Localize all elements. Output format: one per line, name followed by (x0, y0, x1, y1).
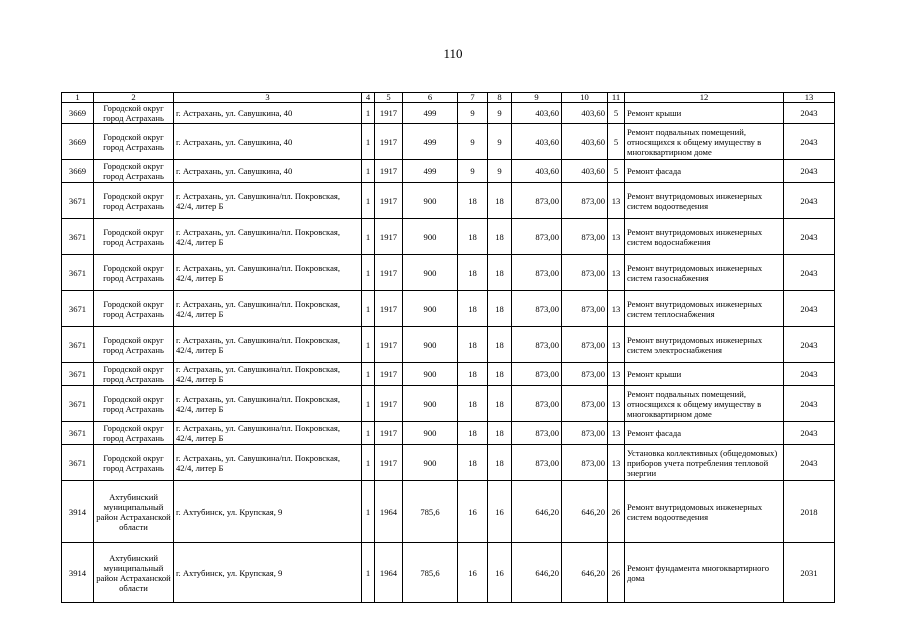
table-row (62, 327, 835, 363)
col10-cell: 873,00 (562, 445, 608, 481)
col10-cell: 403,60 (562, 124, 608, 160)
planned-year-cell: 2018 (784, 481, 835, 543)
address-cell: г. Астрахань, ул. Савушкина/пл. Покровская, 42/4, литер Б (174, 327, 362, 363)
repair-work-cell: Установка коллективных (общедомовых) приборов учета потребления тепловой энергии (625, 445, 784, 481)
col4-cell: 1 (362, 327, 375, 363)
col11-cell: 5 (608, 160, 625, 183)
col7-cell: 9 (458, 160, 488, 183)
col9-cell: 403,60 (512, 124, 562, 160)
col8-cell: 18 (488, 363, 512, 386)
column-number: 13 (784, 93, 835, 103)
col7-cell: 16 (458, 543, 488, 603)
address-cell: г. Астрахань, ул. Савушкина/пл. Покровская, 42/4, литер Б (174, 422, 362, 445)
repair-work-cell: Ремонт фасада (625, 422, 784, 445)
col8-cell: 9 (488, 103, 512, 124)
col8-cell: 16 (488, 481, 512, 543)
table-row (62, 160, 835, 183)
municipality-cell: Ахтубинский муниципальный район Астраханской области (94, 543, 174, 603)
col10-cell: 646,20 (562, 543, 608, 603)
table-row (62, 255, 835, 291)
col9-cell: 873,00 (512, 255, 562, 291)
total-area-cell: 785,6 (403, 543, 458, 603)
col9-cell: 646,20 (512, 543, 562, 603)
municipality-cell: Городской округ город Астрахань (94, 183, 174, 219)
table-row (62, 481, 835, 543)
year-built-cell: 1917 (375, 422, 403, 445)
planned-year-cell: 2043 (784, 291, 835, 327)
total-area-cell: 499 (403, 160, 458, 183)
address-cell: г. Астрахань, ул. Савушкина, 40 (174, 103, 362, 124)
house-id-cell: 3669 (62, 103, 94, 124)
house-id-cell: 3914 (62, 543, 94, 603)
col8-cell: 9 (488, 160, 512, 183)
col4-cell: 1 (362, 363, 375, 386)
total-area-cell: 900 (403, 255, 458, 291)
planned-year-cell: 2043 (784, 363, 835, 386)
col10-cell: 403,60 (562, 103, 608, 124)
col10-cell: 873,00 (562, 255, 608, 291)
planned-year-cell: 2043 (784, 422, 835, 445)
address-cell: г. Ахтубинск, ул. Крупская, 9 (174, 543, 362, 603)
col7-cell: 18 (458, 291, 488, 327)
total-area-cell: 900 (403, 183, 458, 219)
col7-cell: 18 (458, 327, 488, 363)
year-built-cell: 1917 (375, 124, 403, 160)
total-area-cell: 900 (403, 363, 458, 386)
municipality-cell: Городской округ город Астрахань (94, 103, 174, 124)
planned-year-cell: 2043 (784, 445, 835, 481)
year-built-cell: 1964 (375, 543, 403, 603)
col11-cell: 13 (608, 183, 625, 219)
house-id-cell: 3671 (62, 386, 94, 422)
col11-cell: 13 (608, 386, 625, 422)
planned-year-cell: 2043 (784, 327, 835, 363)
table-row (62, 422, 835, 445)
year-built-cell: 1917 (375, 103, 403, 124)
column-number: 4 (362, 93, 375, 103)
municipality-cell: Городской округ город Астрахань (94, 255, 174, 291)
table-row (62, 219, 835, 255)
planned-year-cell: 2031 (784, 543, 835, 603)
house-id-cell: 3671 (62, 445, 94, 481)
repair-work-cell: Ремонт фасада (625, 160, 784, 183)
col9-cell: 873,00 (512, 327, 562, 363)
total-area-cell: 785,6 (403, 481, 458, 543)
col11-cell: 5 (608, 103, 625, 124)
repair-work-cell: Ремонт внутридомовых инженерных систем электроснабжения (625, 327, 784, 363)
col7-cell: 9 (458, 103, 488, 124)
column-number: 11 (608, 93, 625, 103)
address-cell: г. Астрахань, ул. Савушкина, 40 (174, 124, 362, 160)
total-area-cell: 900 (403, 386, 458, 422)
municipality-cell: Городской округ город Астрахань (94, 386, 174, 422)
total-area-cell: 900 (403, 291, 458, 327)
col11-cell: 13 (608, 291, 625, 327)
house-id-cell: 3914 (62, 481, 94, 543)
house-id-cell: 3671 (62, 219, 94, 255)
col4-cell: 1 (362, 481, 375, 543)
column-number: 7 (458, 93, 488, 103)
address-cell: г. Астрахань, ул. Савушкина/пл. Покровская, 42/4, литер Б (174, 255, 362, 291)
col7-cell: 9 (458, 124, 488, 160)
year-built-cell: 1964 (375, 481, 403, 543)
house-id-cell: 3671 (62, 291, 94, 327)
repair-work-cell: Ремонт внутридомовых инженерных систем водоотведения (625, 183, 784, 219)
total-area-cell: 499 (403, 103, 458, 124)
col11-cell: 13 (608, 445, 625, 481)
col11-cell: 26 (608, 481, 625, 543)
col7-cell: 18 (458, 183, 488, 219)
column-number: 3 (174, 93, 362, 103)
municipality-cell: Городской округ город Астрахань (94, 445, 174, 481)
repair-work-cell: Ремонт внутридомовых инженерных систем теплоснабжения (625, 291, 784, 327)
year-built-cell: 1917 (375, 219, 403, 255)
column-number: 8 (488, 93, 512, 103)
col8-cell: 18 (488, 291, 512, 327)
col10-cell: 873,00 (562, 183, 608, 219)
col4-cell: 1 (362, 160, 375, 183)
col9-cell: 873,00 (512, 183, 562, 219)
col8-cell: 18 (488, 183, 512, 219)
house-id-cell: 3671 (62, 327, 94, 363)
col11-cell: 26 (608, 543, 625, 603)
year-built-cell: 1917 (375, 445, 403, 481)
capital-repair-table (61, 92, 835, 603)
col7-cell: 16 (458, 481, 488, 543)
total-area-cell: 900 (403, 327, 458, 363)
planned-year-cell: 2043 (784, 103, 835, 124)
house-id-cell: 3671 (62, 363, 94, 386)
address-cell: г. Астрахань, ул. Савушкина/пл. Покровская, 42/4, литер Б (174, 386, 362, 422)
col10-cell: 873,00 (562, 219, 608, 255)
table-row (62, 386, 835, 422)
repair-work-cell: Ремонт фундамента многоквартирного дома (625, 543, 784, 603)
col8-cell: 18 (488, 219, 512, 255)
col11-cell: 13 (608, 422, 625, 445)
col4-cell: 1 (362, 386, 375, 422)
year-built-cell: 1917 (375, 363, 403, 386)
municipality-cell: Городской округ город Астрахань (94, 219, 174, 255)
table-row (62, 124, 835, 160)
column-number: 2 (94, 93, 174, 103)
col7-cell: 18 (458, 219, 488, 255)
house-id-cell: 3669 (62, 124, 94, 160)
house-id-cell: 3671 (62, 183, 94, 219)
address-cell: г. Астрахань, ул. Савушкина/пл. Покровская, 42/4, литер Б (174, 291, 362, 327)
planned-year-cell: 2043 (784, 386, 835, 422)
col7-cell: 18 (458, 386, 488, 422)
col4-cell: 1 (362, 124, 375, 160)
address-cell: г. Астрахань, ул. Савушкина/пл. Покровская, 42/4, литер Б (174, 219, 362, 255)
house-id-cell: 3671 (62, 422, 94, 445)
col9-cell: 873,00 (512, 291, 562, 327)
municipality-cell: Городской округ город Астрахань (94, 422, 174, 445)
col9-cell: 403,60 (512, 103, 562, 124)
repair-work-cell: Ремонт подвальных помещений, относящихся к общему имуществу в многоквартирном доме (625, 386, 784, 422)
col11-cell: 13 (608, 327, 625, 363)
col10-cell: 873,00 (562, 291, 608, 327)
col11-cell: 13 (608, 363, 625, 386)
municipality-cell: Городской округ город Астрахань (94, 291, 174, 327)
table-row (62, 103, 835, 124)
address-cell: г. Астрахань, ул. Савушкина, 40 (174, 160, 362, 183)
address-cell: г. Астрахань, ул. Савушкина/пл. Покровская, 42/4, литер Б (174, 183, 362, 219)
col11-cell: 13 (608, 219, 625, 255)
planned-year-cell: 2043 (784, 219, 835, 255)
total-area-cell: 900 (403, 219, 458, 255)
table-body (62, 93, 835, 603)
municipality-cell: Городской округ город Астрахань (94, 160, 174, 183)
column-number: 9 (512, 93, 562, 103)
col9-cell: 873,00 (512, 386, 562, 422)
column-number: 6 (403, 93, 458, 103)
col7-cell: 18 (458, 255, 488, 291)
col7-cell: 18 (458, 445, 488, 481)
year-built-cell: 1917 (375, 183, 403, 219)
total-area-cell: 499 (403, 124, 458, 160)
col10-cell: 873,00 (562, 327, 608, 363)
address-cell: г. Астрахань, ул. Савушкина/пл. Покровская, 42/4, литер Б (174, 445, 362, 481)
col10-cell: 873,00 (562, 386, 608, 422)
col8-cell: 18 (488, 445, 512, 481)
col4-cell: 1 (362, 255, 375, 291)
col4-cell: 1 (362, 543, 375, 603)
municipality-cell: Городской округ город Астрахань (94, 327, 174, 363)
column-number: 10 (562, 93, 608, 103)
repair-work-cell: Ремонт внутридомовых инженерных систем газоснабжения (625, 255, 784, 291)
table-row (62, 445, 835, 481)
column-number: 12 (625, 93, 784, 103)
planned-year-cell: 2043 (784, 183, 835, 219)
col9-cell: 873,00 (512, 445, 562, 481)
col11-cell: 5 (608, 124, 625, 160)
repair-work-cell: Ремонт внутридомовых инженерных систем водоснабжения (625, 219, 784, 255)
col4-cell: 1 (362, 183, 375, 219)
municipality-cell: Ахтубинский муниципальный район Астраханской области (94, 481, 174, 543)
table-row (62, 543, 835, 603)
col10-cell: 646,20 (562, 481, 608, 543)
col8-cell: 9 (488, 124, 512, 160)
municipality-cell: Городской округ город Астрахань (94, 124, 174, 160)
planned-year-cell: 2043 (784, 124, 835, 160)
house-id-cell: 3669 (62, 160, 94, 183)
col8-cell: 18 (488, 327, 512, 363)
planned-year-cell: 2043 (784, 160, 835, 183)
col4-cell: 1 (362, 219, 375, 255)
municipality-cell: Городской округ город Астрахань (94, 363, 174, 386)
repair-work-cell: Ремонт крыши (625, 363, 784, 386)
col8-cell: 18 (488, 386, 512, 422)
col9-cell: 873,00 (512, 363, 562, 386)
table-row (62, 183, 835, 219)
address-cell: г. Ахтубинск, ул. Крупская, 9 (174, 481, 362, 543)
table-row (62, 291, 835, 327)
total-area-cell: 900 (403, 445, 458, 481)
col9-cell: 646,20 (512, 481, 562, 543)
year-built-cell: 1917 (375, 291, 403, 327)
col4-cell: 1 (362, 422, 375, 445)
col4-cell: 1 (362, 103, 375, 124)
year-built-cell: 1917 (375, 160, 403, 183)
column-number: 1 (62, 93, 94, 103)
year-built-cell: 1917 (375, 386, 403, 422)
repair-work-cell: Ремонт крыши (625, 103, 784, 124)
col10-cell: 403,60 (562, 160, 608, 183)
address-cell: г. Астрахань, ул. Савушкина/пл. Покровская, 42/4, литер Б (174, 363, 362, 386)
col9-cell: 873,00 (512, 422, 562, 445)
house-id-cell: 3671 (62, 255, 94, 291)
col8-cell: 18 (488, 422, 512, 445)
table-row (62, 363, 835, 386)
repair-work-cell: Ремонт внутридомовых инженерных систем водоотведения (625, 481, 784, 543)
col8-cell: 18 (488, 255, 512, 291)
col7-cell: 18 (458, 422, 488, 445)
total-area-cell: 900 (403, 422, 458, 445)
planned-year-cell: 2043 (784, 255, 835, 291)
col9-cell: 403,60 (512, 160, 562, 183)
repair-work-cell: Ремонт подвальных помещений, относящихся к общему имуществу в многоквартирном доме (625, 124, 784, 160)
col8-cell: 16 (488, 543, 512, 603)
col9-cell: 873,00 (512, 219, 562, 255)
page-number: 110 (443, 46, 463, 61)
col7-cell: 18 (458, 363, 488, 386)
col10-cell: 873,00 (562, 422, 608, 445)
year-built-cell: 1917 (375, 255, 403, 291)
col10-cell: 873,00 (562, 363, 608, 386)
column-number-row (62, 93, 835, 103)
col4-cell: 1 (362, 291, 375, 327)
year-built-cell: 1917 (375, 327, 403, 363)
column-number: 5 (375, 93, 403, 103)
col11-cell: 13 (608, 255, 625, 291)
col4-cell: 1 (362, 445, 375, 481)
